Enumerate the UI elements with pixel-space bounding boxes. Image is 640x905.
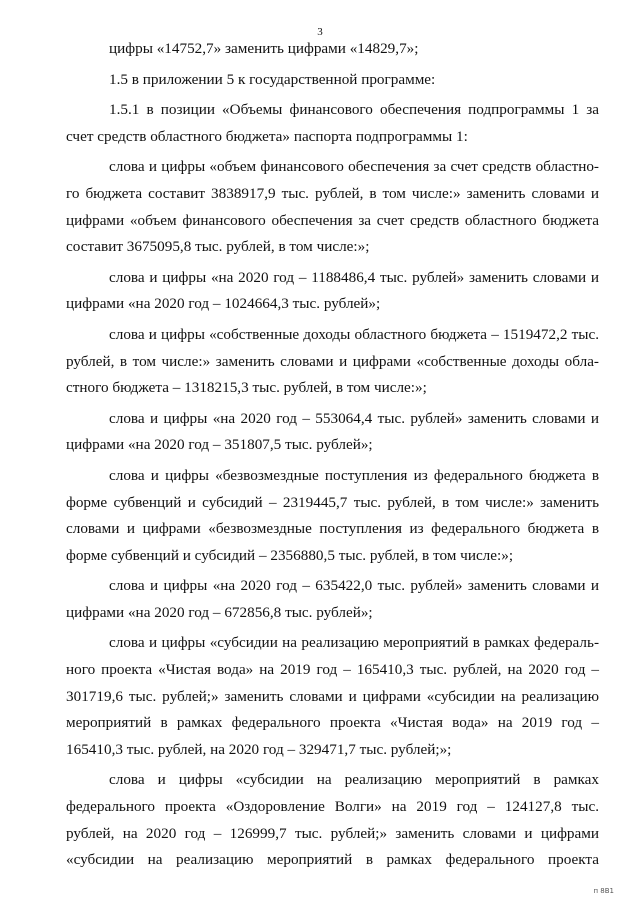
text-line: рублей, в том числе:» заменить словами и цифрами «собственные доходы обла-	[66, 352, 599, 370]
text-line: цифры «14752,7» заменить цифрами «14829,7»;	[109, 40, 419, 57]
text-line: составит 3675095,8 тыс. рублей, в том числе:»;	[66, 238, 370, 256]
text-line: ного проекта «Чистая вода» на 2019 год – 165410,3 тыс. рублей, на 2020 год –	[66, 661, 599, 679]
text-line: форме субвенций и субсидий – 2356880,5 тыс. рублей, в том числе:»;	[66, 546, 514, 564]
text-line: цифрами «на 2020 год – 351807,5 тыс. рублей»;	[66, 436, 373, 454]
text-line: 1.5 в приложении 5 к государственной программе:	[109, 70, 436, 88]
text-line: слова и цифры «объем финансового обеспечения за счет средств областно-	[109, 158, 599, 176]
text-line: слова и цифры «на 2020 год – 635422,0 тыс. рублей» заменить словами и	[109, 577, 599, 595]
text-line: цифрами «на 2020 год – 672856,8 тыс. рублей»;	[66, 603, 373, 621]
text-line: слова и цифры «собственные доходы областного бюджета – 1519472,2 тыс.	[109, 325, 599, 343]
text-line: цифрами «объем финансового обеспечения за счет средств областного бюджета	[66, 211, 599, 229]
text-line: 165410,3 тыс. рублей, на 2020 год – 329471,7 тыс. рублей;»;	[66, 740, 452, 758]
text-line: слова и цифры «на 2020 год – 1188486,4 тыс. рублей» заменить словами и	[109, 268, 599, 286]
paragraph	[66, 406, 599, 459]
paragraph	[66, 154, 599, 260]
text-line: го бюджета составит 3838917,9 тыс. рублей, в том числе:» заменить словами и	[66, 184, 599, 202]
body-text	[66, 36, 599, 874]
text-line: слова и цифры «субсидии на реализацию мероприятий в рамках федераль-	[109, 634, 599, 652]
paragraph	[66, 573, 599, 626]
text-line: слова и цифры «безвозмездные поступления из федерального бюджета в	[109, 466, 599, 484]
text-line: рублей, на 2020 год – 126999,7 тыс. рублей;» заменить словами и цифрами	[66, 824, 599, 842]
text-line: слова и цифры «субсидии на реализацию мероприятий в рамках	[109, 771, 599, 789]
text-line: словами и цифрами «безвозмездные поступления из федерального бюджета в	[66, 520, 599, 538]
paragraph	[66, 767, 599, 873]
text-line: счет средств областного бюджета» паспорта подпрограммы 1:	[66, 127, 468, 145]
paragraph	[66, 630, 599, 763]
footer-mark: п 8В1	[593, 887, 614, 895]
text-line: «субсидии на реализацию мероприятий в рамках федерального проекта	[66, 851, 599, 869]
page-number: 3	[317, 26, 323, 38]
paragraph	[66, 67, 599, 94]
paragraph	[66, 322, 599, 402]
text-line: цифрами «на 2020 год – 1024664,3 тыс. рублей»;	[66, 295, 381, 313]
text-line: мероприятий в рамках федерального проекта «Чистая вода» на 2019 год –	[66, 714, 599, 732]
paragraph	[66, 463, 599, 569]
text-line: форме субвенций и субсидий – 2319445,7 тыс. рублей, в том числе:» заменить	[66, 493, 599, 511]
text-line: федерального проекта «Оздоровление Волги» на 2019 год – 124127,8 тыс.	[66, 798, 599, 816]
text-line: 301719,6 тыс. рублей;» заменить словами и цифрами «субсидии на реализацию	[66, 687, 599, 705]
paragraph	[66, 36, 599, 63]
paragraph	[66, 97, 599, 150]
text-line: 1.5.1 в позиции «Объемы финансового обеспечения подпрограммы 1 за	[109, 101, 599, 119]
paragraph	[66, 265, 599, 318]
text-line: стного бюджета – 1318215,3 тыс. рублей, в том числе:»;	[66, 379, 427, 397]
text-line: слова и цифры «на 2020 год – 553064,4 тыс. рублей» заменить словами и	[109, 409, 599, 427]
